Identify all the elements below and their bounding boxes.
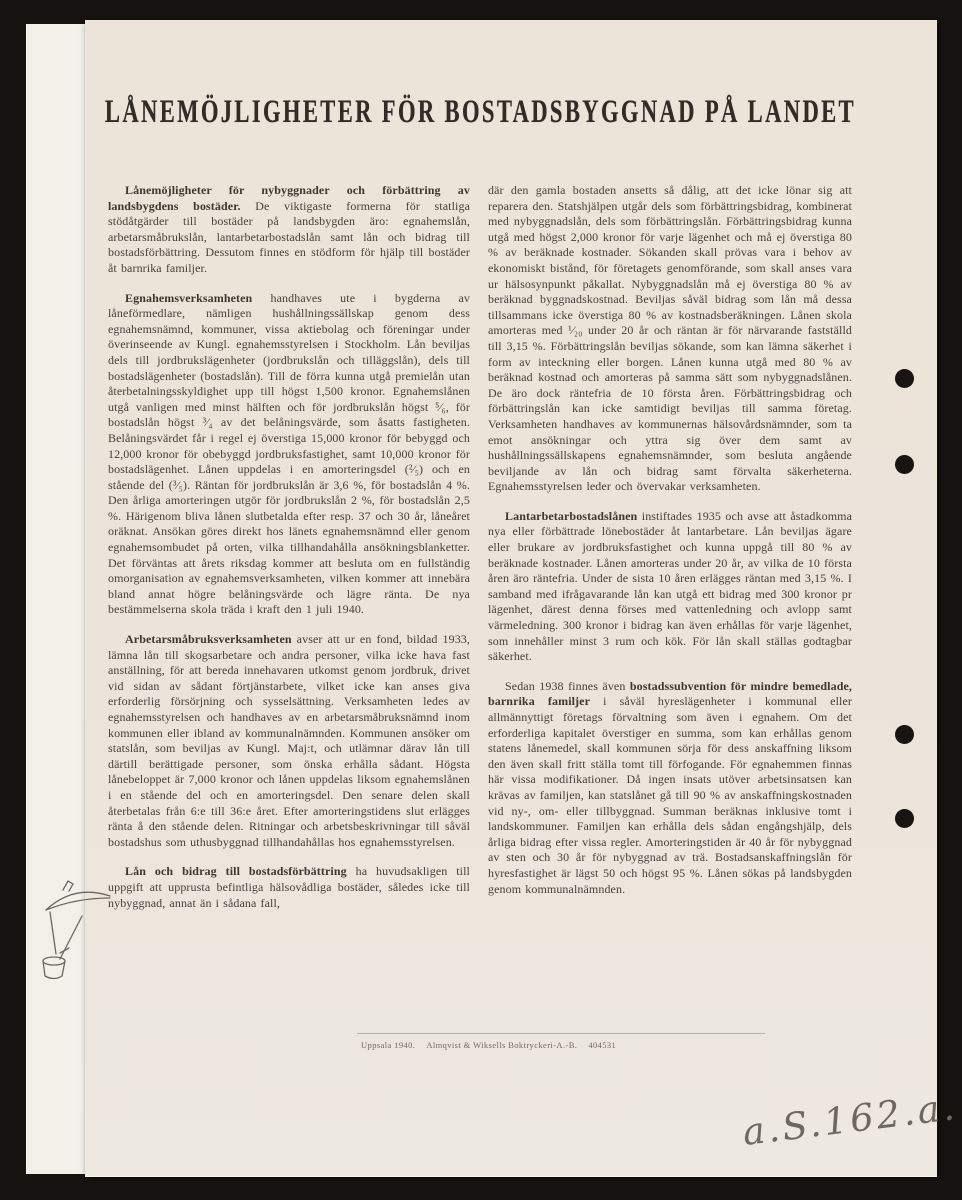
imprint-number: 404531 xyxy=(588,1040,617,1050)
paragraph-lead: Egnahemsverksamheten xyxy=(125,290,253,305)
paragraph-lead: Lån och bidrag till bostadsförbättring xyxy=(125,864,347,879)
paragraph-continuation: där den gamla bostaden ansetts så dålig, att det icke lönar sig att reparera den. Statshjälpen utgår dels som förbättringsbidrag, kombinerat med nybyggnadslån, dels som förbättringslån. Förbättringsbidrag kunna utgå med högst 2,000 kronor för varje lägenhet och må ej överstiga 80 % av beräknade kostnader. Sökanden skall prövas vara i behov av ekonomiskt bistånd, för företagets genomförande, som skall anses vara ur hälsosynpunkt påkallat. Nybyggnadslån må ej överstiga 80 % av beräknad byggnadskostnad. Beviljas såväl bidrag som lån må dessa tillsammans icke överstiga 80 % av kostnadsberäkningen. Lånen skola amorteras med ¹⁄₂₀ under 20 år och räntan är för närvarande fastställd till 3,15 %. Förbättringslån beviljas sökande, som kan lämna säkerhet i form av inteckning eller borgen. Lånen kunna utgå med 80 % av beräknad kostnad och amorteras på samma sätt som nybyggnadslånen. De äro dock räntefria de 10 första åren. Förbättringsbidrag och förbättringslån kan icke samtidigt beviljas till samma företag. Verksamheten handhaves av kommunernas hälsovårdsnämnder, som ta emot ansökningar och yttra sig över dem samt av hushållningssällskapens egnahemsnämnder, som besluta angående beviljande av lån och bidrag samt förvalta säkerheterna. Egnahemsstyrelsen leder och övervakar verksamheten. xyxy=(488,183,852,494)
imprint-printer: Almqvist & Wiksells Boktryckeri-A.-B. xyxy=(426,1040,578,1050)
right-column xyxy=(488,183,852,911)
imprint-divider xyxy=(357,1033,765,1034)
title-row xyxy=(85,96,937,129)
punch-hole xyxy=(895,455,914,474)
paragraph-bostadssubvention: Sedan 1938 finnes även bostadssubvention för mindre bemedlade, barnrika familjer i såväl hyreslägenheter i kommunal eller allmännyttigt företags förvaltning som även i egnahem. Om det erforderliga kapitalet överstiger en summa, som kan erhållas genom statens lånemedel, skall kommunen sörja för dess anskaffning liksom den även skall fritt ställa tomt till förfogande. För egnahemmen finnas här vissa modifikationer. Då ingen insats utöver arbetsinsatsen kan krävas av familjen, kan statslånet gå till 90 % av anskaffningskostnaden vid ny-, om- eller tillbyggnad. Summan beräknas inklusive tomt i landskommuner. Familjen kan erhålla dels sådan engångshjälp, dels årliga bidrag efter vissa regler. Amorteringstiden är 40 år för nybyggnad av sten och 30 år för nybyggnad av trä. Bostadsanskaffningslån för hyresfastighet är lägst 50 och högst 95 %. Lånen sökas på landsbygden genom kommunalnämnden. xyxy=(488,678,853,896)
paragraph-lead: bostadssubvention för mindre bemedlade, barnrika familjer xyxy=(488,678,853,709)
paragraph-lead: Lantarbetarbostadslånen xyxy=(505,508,638,523)
imprint-place-year: Uppsala 1940. xyxy=(361,1040,416,1050)
paragraph-bostadsforbattring: Lån och bidrag till bostadsförbättring ha huvudsakligen till uppgift att upprusta befintliga hälsovådliga bostäder, således icke till nybyggnad, annat än i sådana fall, xyxy=(108,864,470,910)
paragraph-lead: Lånemöjligheter för nybyggnader och förbättring av landsbygdens bostäder. xyxy=(108,183,470,213)
document-page xyxy=(85,20,937,1176)
punch-hole xyxy=(895,725,914,744)
paragraph-lantarbetarbostadslan: Lantarbetarbostadslånen instiftades 1935 och avse att åstadkomma nya eller förbättrade lönebostäder åt lantarbetare. Lån beviljas ägare eller brukare av jordbruksfastighet och kunna uppgå till 80 % av beräknade kostnader. Lånen amorteras under 20 år, av vilka de 10 första åren äro räntefria. Under de sista 10 åren erlägges räntan med 3,15 %. I samband med ifrågavarande lån kan utgå ett bidrag med 300 kronor pr lägenhet, därest denna förses med vattenledning och avlopp samt värmeledning. 300 kronor i bidrag kan även erhållas för varje lägenhet, som innehåller minst 3 rum och kök. För lån skall ställas godtagbar säkerhet. xyxy=(488,508,852,664)
page-title: LÅNEMÖJLIGHETER FÖR BOSTADSBYGGNAD PÅ LANDET xyxy=(104,94,856,130)
paragraph-egnahem: Egnahemsverksamheten handhaves ute i bygderna av låneförmedlare, nämligen hushållningssällskap genom dess egnahemsnämnd, kommuner, vissa aktiebolag och föreningar under överinseende av Kungl. egnahemsstyrelsen i Stockholm. Lån beviljas dels till jordbrukslägenheter (jordbrukslån och tilläggslån), dels till bostadslägenheter (bostadslån). Till de förra kunna utgå premielån utan återbetalningsskyldighet upp till högst 1,500 kronor. Egnahemslånen utgå vanligen med minst hälften och för jordbrukslån högst ⁵⁄₆, för bostadslån högst ³⁄₄ av det belåningsvärde, som åsatts fastigheten. Belåningsvärdet får i regel ej överstiga 15,000 kronor för bebyggd och 12,000 kronor för obebyggd jordbruksfastighet, samt 10,000 kronor för bostadslägenhet. Lånen uppdelas i en amorteringsdel (²⁄₅) och en stående del (³⁄₅). Räntan för jordbrukslån är 3,6 %, för bostadslån 4 %. Den årliga amorteringen utgör för jordbrukslån 2 %, för bostadslån 2,5 %. Härigenom bliva lånen slutbetalda efter resp. 37 och 30 år, låneåret oräknat. Ansökan göres direkt hos länets egnahemsnämnd eller genom egnahemsombudet på orten, vilka tillhandahålla ansökningsblanketter. Det förväntas att årets riksdag kommer att besluta om en fullständig omorganisation av egnahemsverksamheten, vilken kommer att innebära bland annat högre belåningsvärde och lägre ränta. De nya bestämmelserna skola träda i kraft den 1 juli 1940. xyxy=(108,290,470,617)
paragraph-lead: Arbetarsmåbruksverksamheten xyxy=(125,632,292,647)
punch-hole xyxy=(895,369,914,388)
margin-sketch xyxy=(30,866,118,984)
paragraph-arbetarsmabruk: Arbetarsmåbruksverksamheten avser att ur en fond, bildad 1933, lämna lån till skogsarbetare och andra personer, vilka icke hava fast anställning, för att bereda innehavaren utkomst genom jordbruk, drivet vid sidan av sådant förtjänstarbete, vilket icke kan anses giva erforderlig försörjning och sysselsättning. Verksamheten ledes av egnahemsstyrelsen och handhaves av en arbetarsmåbruksnämnd inom kommunen eller ibland av kommunalnämnden. Kommunen ansöker om statslån, som beviljas av Kungl. Maj:t, och utlämnar därav lån till därtill berättigade personer, som önska erhålla sådant. Högsta lånebeloppet är 7,000 kronor och lånen uppdelas liksom egnahemslånen i en stående del och en amorteringsdel. Den senare delen skall återbetalas från 6:e till 36:e året. Efter amorteringstidens slut erlägges ränta å den stående delen. Ritningar och arbetsbeskrivningar till såväl bostadshus som uthusbyggnad tillhandahållas hos egnahemsstyrelsen. xyxy=(108,632,470,849)
punch-hole xyxy=(895,809,914,828)
handwritten-archive-number: a.S.162.a. xyxy=(740,1085,960,1154)
left-column xyxy=(108,183,470,911)
printer-imprint xyxy=(361,1040,861,1050)
text-columns xyxy=(85,183,937,911)
paragraph-intro: Lånemöjligheter för nybyggnader och förbättring av landsbygdens bostäder. De viktigaste formerna för statliga stödåtgärder till bostäder på landsbygden äro: egnahemslån, arbetarsmåbrukslån, lantarbetarbostadslån samt lån och bidrag till bostadsförbättring. Dessutom finnes en stödform för hjälp till bostäder åt barnrika familjer. xyxy=(108,183,470,275)
